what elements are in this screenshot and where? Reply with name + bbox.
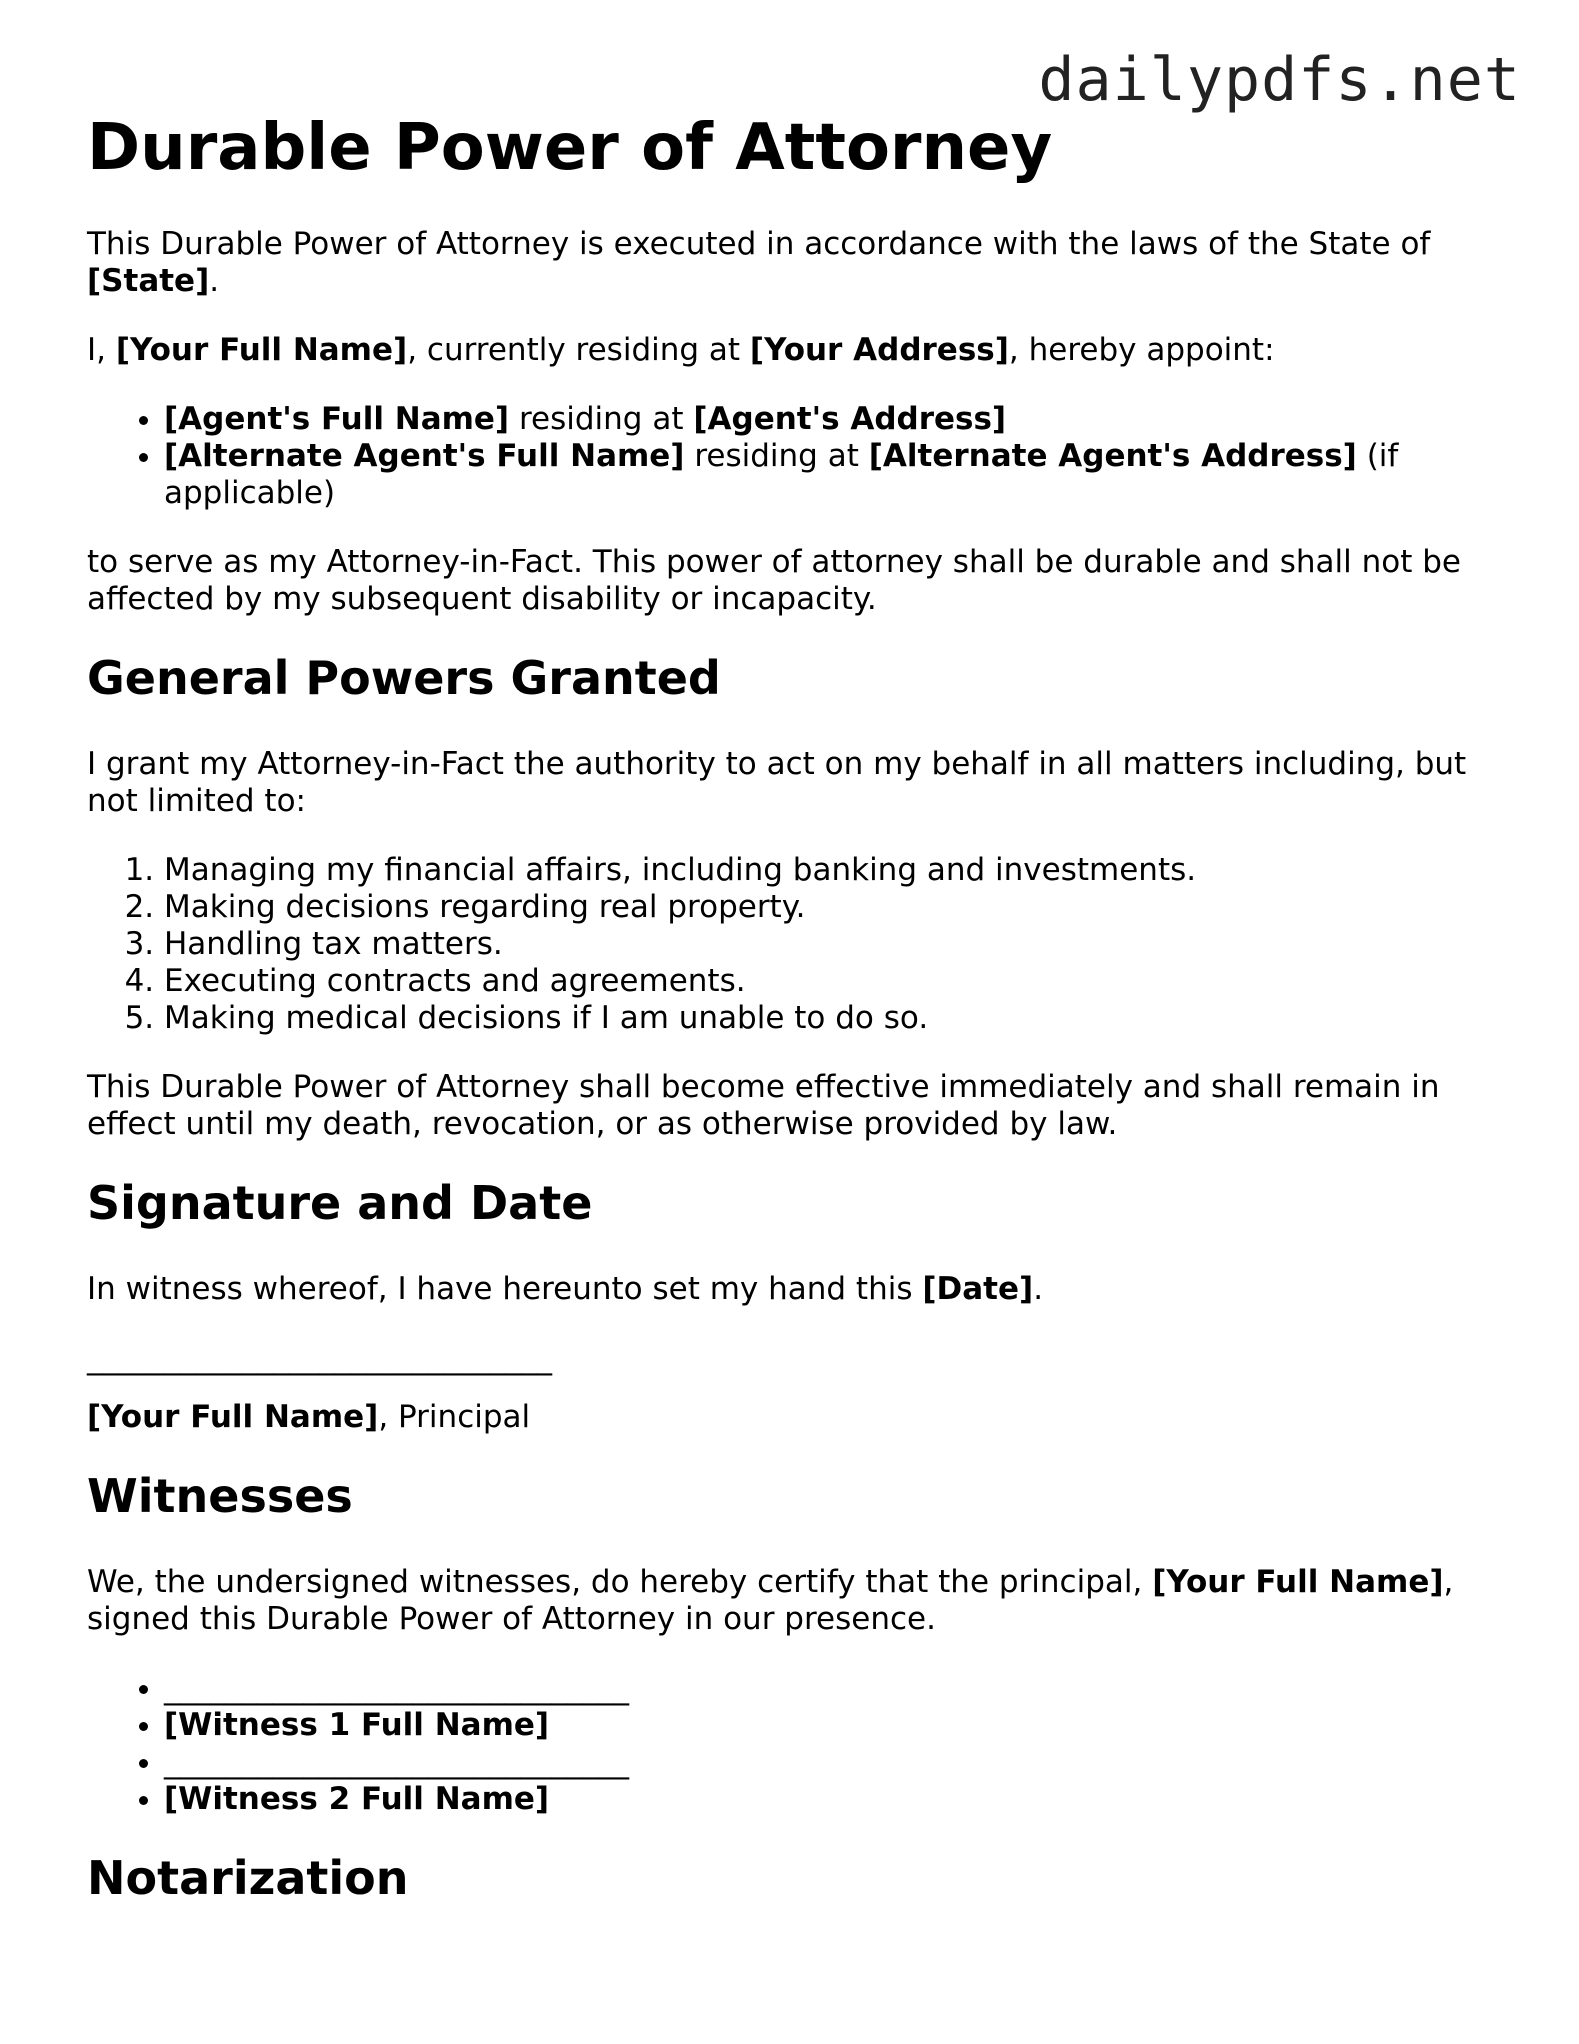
witness-2-name [164, 1781, 1487, 1818]
witnesses-text1: We, the undersigned witnesses, do hereby certify that the principal, [87, 1564, 1153, 1600]
principal-name-placeholder: [Your Full Name] [115, 332, 408, 368]
notarization-heading: Notarization [87, 1851, 409, 1905]
witness-1-name-placeholder: [Witness 1 Full Name] [164, 1707, 550, 1743]
alternate-agent-item [164, 438, 1487, 512]
agent-name-placeholder: [Agent's Full Name] [164, 401, 510, 437]
power-item: 3. Handling tax matters. [164, 926, 1487, 963]
power-item: 1. Managing my financial affairs, including banking and investments. [164, 852, 1487, 889]
date-placeholder: [Date] [922, 1271, 1034, 1307]
general-powers-intro: I grant my Attorney-in-Fact the authority to act on my behalf in all matters including, but not limited to: [87, 746, 1467, 819]
principal-signature-line [87, 1340, 1487, 1377]
alternate-agent-address-placeholder: [Alternate Agent's Address] [868, 438, 1357, 474]
power-item: 2. Making decisions regarding real property. [164, 889, 1487, 926]
witness-1-name [164, 1707, 1487, 1744]
alternate-agent-suffix: (if applicable) [164, 438, 1399, 511]
principal-address-placeholder: [Your Address] [749, 332, 1009, 368]
agent-list [87, 401, 1487, 512]
witness-list [87, 1670, 1487, 1818]
principal-signature-name: [Your Full Name] [87, 1399, 379, 1435]
witnesses-principal-name: [Your Full Name] [1152, 1564, 1444, 1600]
intro-end: . [209, 263, 220, 299]
appoint-paragraph [87, 332, 1487, 369]
witnesses-heading: Witnesses [87, 1469, 353, 1523]
appoint-suffix: , hereby appoint: [1008, 332, 1275, 368]
appoint-prefix: I, [87, 332, 116, 368]
principal-role: , Principal [378, 1399, 531, 1435]
powers-list [87, 852, 1487, 1037]
witness-2-signature-line: • ______________________________ [164, 1744, 1487, 1781]
alternate-agent-name-placeholder: [Alternate Agent's Full Name] [164, 438, 685, 474]
witness-whereof-text: In witness whereof, I have hereunto set my hand this [87, 1271, 923, 1307]
intro-paragraph [87, 226, 1487, 300]
effective-paragraph: This Durable Power of Attorney shall become effective immediately and shall remain in effect until my death, revocation, or as otherwise provided by law. [87, 1069, 1440, 1142]
agent-mid: residing at [509, 401, 694, 437]
state-placeholder: [State] [87, 263, 210, 299]
alternate-agent-mid: residing at [684, 438, 869, 474]
power-item: 5. Making medical decisions if I am unable to do so. [164, 1000, 1487, 1037]
witness-whereof-end: . [1033, 1271, 1044, 1307]
serve-paragraph: to serve as my Attorney-in-Fact. This power of attorney shall be durable and shall not be affected by my subsequent disability or incapacity. [87, 544, 1461, 617]
signature-line: ______________________________ [87, 1340, 552, 1376]
watermark: dailypdfs.net [1038, 45, 1521, 115]
power-item: 4. Executing contracts and agreements. [164, 963, 1487, 1000]
page-title: Durable Power of Attorney [87, 111, 1053, 185]
witnesses-paragraph [87, 1564, 1487, 1638]
agent-item [164, 401, 1487, 438]
signature-heading: Signature and Date [87, 1176, 593, 1230]
agent-address-placeholder: [Agent's Address] [693, 401, 1007, 437]
witness-whereof-paragraph [87, 1271, 1487, 1308]
appoint-mid: , currently residing at [407, 332, 750, 368]
document-page [87, 110, 1487, 1946]
general-powers-heading: General Powers Granted [87, 651, 721, 705]
principal-name-line [87, 1399, 1487, 1436]
intro-text: This Durable Power of Attorney is executed in accordance with the laws of the State of [87, 226, 1431, 262]
witnesses-text2: , signed this Durable Power of Attorney in our presence. [87, 1564, 1454, 1637]
witness-2-name-placeholder: [Witness 2 Full Name] [164, 1781, 550, 1817]
witness-1-signature-line: • ______________________________ [164, 1670, 1487, 1707]
